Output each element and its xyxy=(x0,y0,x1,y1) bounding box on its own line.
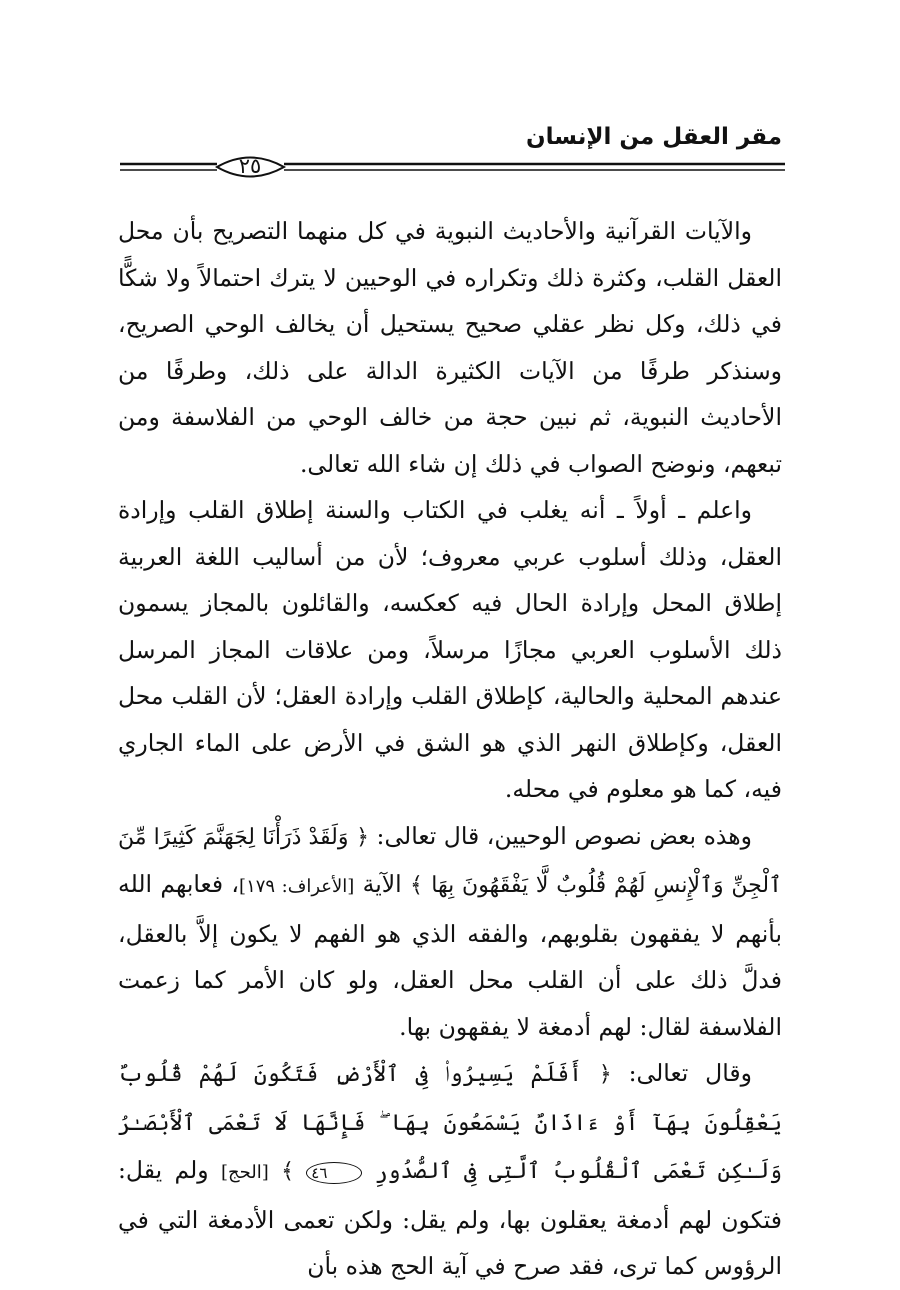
quran-verse-hajj: أَفَلَمْ يَسِيرُوا۟ فِى ٱلْأَرْضِ فَتَكُونَ لَهُمْ قُلُوبٌ يَعْقِلُونَ بِهَآ أَوْ ءَاذَانٌ يَسْمَعُونَ بِهَا ۖ فَإِنَّهَا لَا تَعْمَى ٱلْأَبْصَـٰرُ وَلَـٰكِن تَعْمَى ٱلْقُلُوبُ ٱلَّتِى فِى ٱلصُّدُورِ xyxy=(118,1062,782,1184)
ayah-number-marker: ٤٦ xyxy=(306,1162,362,1184)
quran-close-bracket: ﴾ xyxy=(410,873,423,898)
page-number: ٢٥ xyxy=(238,154,262,178)
paragraph-4-rest: ولم يقل: فتكون لهم أدمغة يعقلون بها، ولم يقل: ولكن تعمى الأدمغة التي في الرؤوس كما ترى، فقد صرح في آية الحج هذه بأن xyxy=(118,1156,782,1280)
quran-verse-araf: وَلَقَدْ ذَرَأْنَا لِجَهَنَّمَ كَثِيرًا مِّنَ ٱلْجِنِّ وَٱلْإِنسِ لَهُمْ قُلُوبٌ لَّا يَفْقَهُونَ بِهَا xyxy=(118,824,782,898)
quran-open-bracket: ﴿ xyxy=(356,824,369,850)
paragraph-1: والآيات القرآنية والأحاديث النبوية في كل منهما التصريح بأن محل العقل القلب، وكثرة ذلك وتكراره في الوحيين لا يترك احتمالاً ولا شكًّا في ذلك، وكل نظر عقلي صحيح يستحيل أن يخالف الوحي الصريح، وسنذكر طرفًا من الآيات الكثيرة الدالة على ذلك، وطرفًا من الأحاديث النبوية، ثم نبين حجة من خالف الوحي من الفلاسفة ومن تبعهم، ونوضح الصواب في ذلك إن شاء الله تعالى. xyxy=(118,217,782,478)
quran-close-bracket: ﴾ xyxy=(281,1159,294,1184)
verse-reference: [الحج] xyxy=(220,1162,269,1183)
verse-ref-prefix: الآية xyxy=(362,870,402,898)
paragraph-3 xyxy=(118,813,782,1051)
quran-open-bracket: ﴿ xyxy=(598,1062,612,1087)
paragraph-2: واعلم ـ أولاً ـ أنه يغلب في الكتاب والسنة إطلاق القلب وإرادة العقل، وذلك أسلوب عربي معروف؛ لأن من أساليب اللغة العربية إطلاق المحل وإرادة الحال فيه كعكسه، والقائلون بالمجاز يسمون ذلك الأسلوب العربي مجازًا مرسلاً، ومن علاقات المجاز المرسل عندهم المحلية والحالية، كإطلاق القلب وإرادة العقل؛ لأن القلب محل العقل، وكإطلاق النهر الذي هو الشق في الأرض على الماء الجاري فيه، كما هو معلوم في محله. xyxy=(118,496,782,803)
quote-intro: وهذه بعض نصوص الوحيين، قال تعالى: xyxy=(376,821,752,850)
paragraph-3-rest: ، فعابهم الله بأنهم لا يفقهون بقلوبهم، والفقه الذي هو الفهم لا يكون إلاَّ بالعقل، فدلَّ ذلك على أن القلب محل العقل، ولو كان الأمر كما زعمت الفلاسفة لقال: لهم أدمغة لا يفقهون بها. xyxy=(118,870,782,1041)
paragraph-4 xyxy=(118,1050,782,1290)
quote-intro: وقال تعالى: xyxy=(628,1059,752,1087)
verse-reference: [الأعراف: ١٧٩] xyxy=(239,876,355,897)
running-title: مقر العقل من الإنسان xyxy=(526,124,782,150)
main-text xyxy=(118,208,782,1290)
